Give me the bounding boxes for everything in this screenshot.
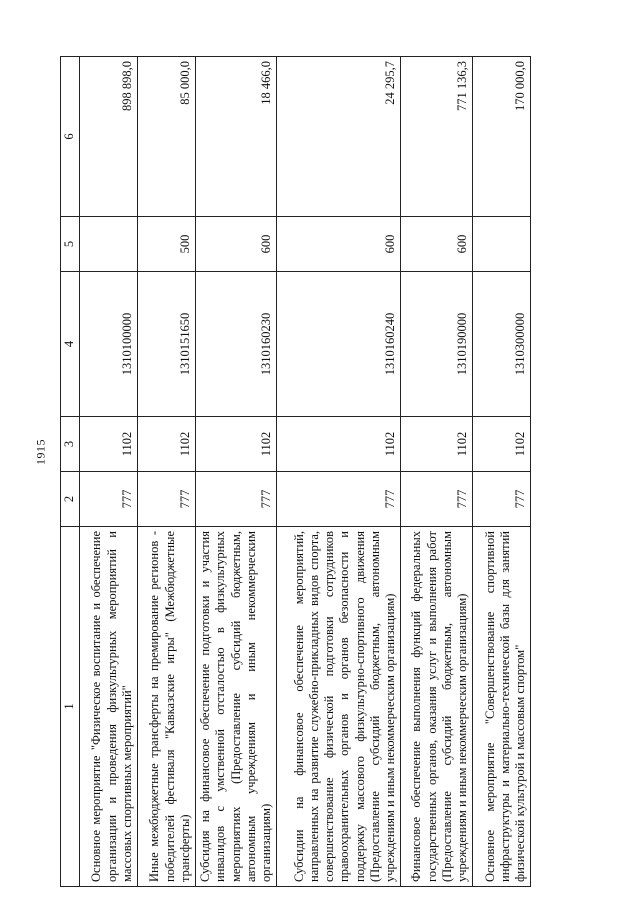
target-article-code: 1310190000 (401, 272, 473, 417)
table-row (401, 57, 473, 887)
target-article-code: 1310160240 (277, 272, 401, 417)
expense-type-code (473, 217, 531, 272)
ministry-code: 777 (138, 472, 196, 527)
column-header: 1 (61, 527, 80, 887)
rotated-page-content (60, 57, 580, 887)
amount: 85 000,0 (138, 57, 196, 217)
target-article-code: 1310100000 (80, 272, 138, 417)
section-code: 1102 (473, 417, 531, 472)
table-row (138, 57, 196, 887)
row-description: Финансовое обеспечение выполнения функций федеральных государственных органов, оказания услуг и выполнения работ (Предоставление субсидий бюджетным, автономным учреждениям и иным некоммерческим организациям) (401, 527, 473, 887)
row-description: Субсидия на финансовое обеспечение подготовки и участия инвалидов с умственной отсталостью в физкультурных мероприятиях (Предоставление субсидий бюджетным, автономным учреждениям и иным некоммерческим организациям) (196, 527, 277, 887)
ministry-code: 777 (80, 472, 138, 527)
target-article-code: 1310151650 (138, 272, 196, 417)
expense-type-code: 600 (401, 217, 473, 272)
section-code: 1102 (277, 417, 401, 472)
amount: 170 000,0 (473, 57, 531, 217)
page-number: 1915 (33, 439, 48, 465)
table-row (473, 57, 531, 887)
row-description: Субсидии на финансовое обеспечение мероприятий, направленных на развитие служебно-прикладных видов спорта, совершенствование физической подготовки сотрудников правоохранительных органов и органов безопасности и поддержку массового физкультурно-спортивного движения (Предоставление субсидий бюджетным, автономным учреждениям и иным некоммерческим организациям) (277, 527, 401, 887)
table-header-row (61, 57, 80, 887)
row-description: Иные межбюджетные трансферты на премирование регионов - победителей фестиваля "Кавказские игры" (Межбюджетные трансферты) (138, 527, 196, 887)
ministry-code: 777 (401, 472, 473, 527)
ministry-code: 777 (473, 472, 531, 527)
budget-table (60, 56, 531, 887)
target-article-code: 1310160230 (196, 272, 277, 417)
table-row (277, 57, 401, 887)
expense-type-code: 600 (277, 217, 401, 272)
amount: 18 466,0 (196, 57, 277, 217)
row-description: Основное мероприятие "Физическое воспитание и обеспечение организации и проведения физкультурных мероприятий и массовых спортивных мероприятий" (80, 527, 138, 887)
column-header: 3 (61, 417, 80, 472)
amount: 898 898,0 (80, 57, 138, 217)
column-header: 5 (61, 217, 80, 272)
table-row (196, 57, 277, 887)
amount: 24 295,7 (277, 57, 401, 217)
section-code: 1102 (138, 417, 196, 472)
table-row (80, 57, 138, 887)
row-description: Основное мероприятие "Совершенствование спортивной инфраструктуры и материально-технической базы для занятий физической культурой и массовым спортом" (473, 527, 531, 887)
section-code: 1102 (401, 417, 473, 472)
column-header: 6 (61, 57, 80, 217)
target-article-code: 1310300000 (473, 272, 531, 417)
column-header: 4 (61, 272, 80, 417)
section-code: 1102 (196, 417, 277, 472)
amount: 771 136,3 (401, 57, 473, 217)
ministry-code: 777 (196, 472, 277, 527)
ministry-code: 777 (277, 472, 401, 527)
expense-type-code: 500 (138, 217, 196, 272)
section-code: 1102 (80, 417, 138, 472)
expense-type-code (80, 217, 138, 272)
expense-type-code: 600 (196, 217, 277, 272)
column-header: 2 (61, 472, 80, 527)
